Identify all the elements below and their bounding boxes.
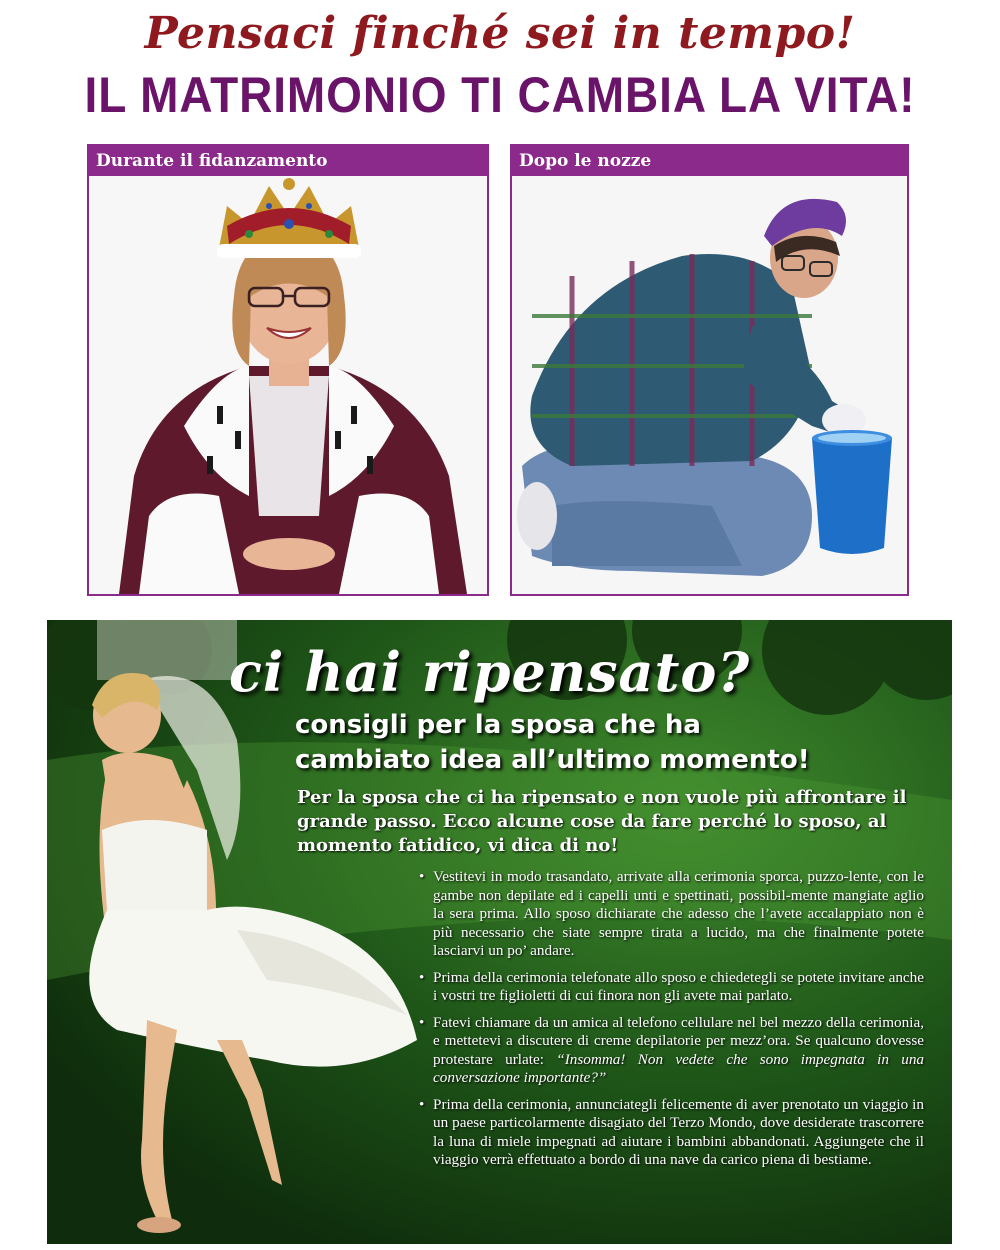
tips-list (419, 868, 924, 1178)
list-item (419, 868, 924, 961)
list-item (419, 1014, 924, 1088)
panel-before-label: Durante il fidanzamento (89, 146, 487, 176)
feature-subtitle-line2: cambiato idea all’ultimo momento! (295, 745, 810, 775)
list-item (419, 1096, 924, 1170)
scrubbing-photo (512, 176, 907, 594)
runaway-bride-feature (47, 620, 952, 1244)
tip-text: Prima della cerimonia, annunciategli felicemente di aver prenotato un viaggio in un paese particolarmente disagiato del Terzo Mondo, dove desiderate trascorrere la luna di miele impegnati ad aiutare i bambini abbandonati. Aggiungete che il viaggio verrà effettuato a bordo di una nave da carico piena di bestiame. (433, 1095, 924, 1168)
headline-primary: Pensaci finché sei in tempo! (144, 8, 856, 59)
headline-secondary: IL MATRIMONIO TI CAMBIA LA VITA! (84, 67, 916, 123)
panel-after-label: Dopo le nozze (512, 146, 907, 176)
feature-subtitle (295, 708, 935, 778)
tip-text: Fatevi chiamare da un amica al telefono cellulare nel bel mezzo della cerimonia, e mettetevi a discutere di creme depilatorie per mezz’ora. Se qualcuno dovesse protestare urlate: (433, 1013, 924, 1068)
feature-subtitle-line1: consigli per la sposa che ha (295, 710, 701, 740)
panel-after (510, 144, 909, 596)
feature-title: ci hai ripensato? (229, 640, 751, 704)
feature-intro: Per la sposa che ci ha ripensato e non vuole più affrontare il grande passo. Ecco alcune cose da fare perché lo sposo, al momento fatidico, vi dica di no! (297, 787, 907, 856)
tip-quote: “Insomma! Non vedete che sono impegnata in una conversazione importante?” (433, 1050, 925, 1086)
tip-text: Prima della cerimonia telefonate allo sposo e chiedetegli se potete invitare anche i vostri tre figlioletti di cui finora non gli avete mai parlato. (433, 968, 924, 1004)
panel-before (87, 144, 489, 596)
queen-illustration (89, 176, 487, 594)
tip-text: Vestitevi in modo trasandato, arrivate alla cerimonia sporca, puzzo-lente, con le gambe non depilate ed i capelli unti e spettinati, possibil-mente mangiate aglio la sera prima. Allo sposo dichiarate che adesso che l’avete accalappiato non è più necessario che siate sempre tirata a lucido, ma che finalmente potete lasciarvi un po’ andare. (433, 868, 924, 959)
list-item (419, 969, 924, 1006)
scrubbing-illustration (512, 176, 907, 594)
queen-photo (89, 176, 487, 594)
